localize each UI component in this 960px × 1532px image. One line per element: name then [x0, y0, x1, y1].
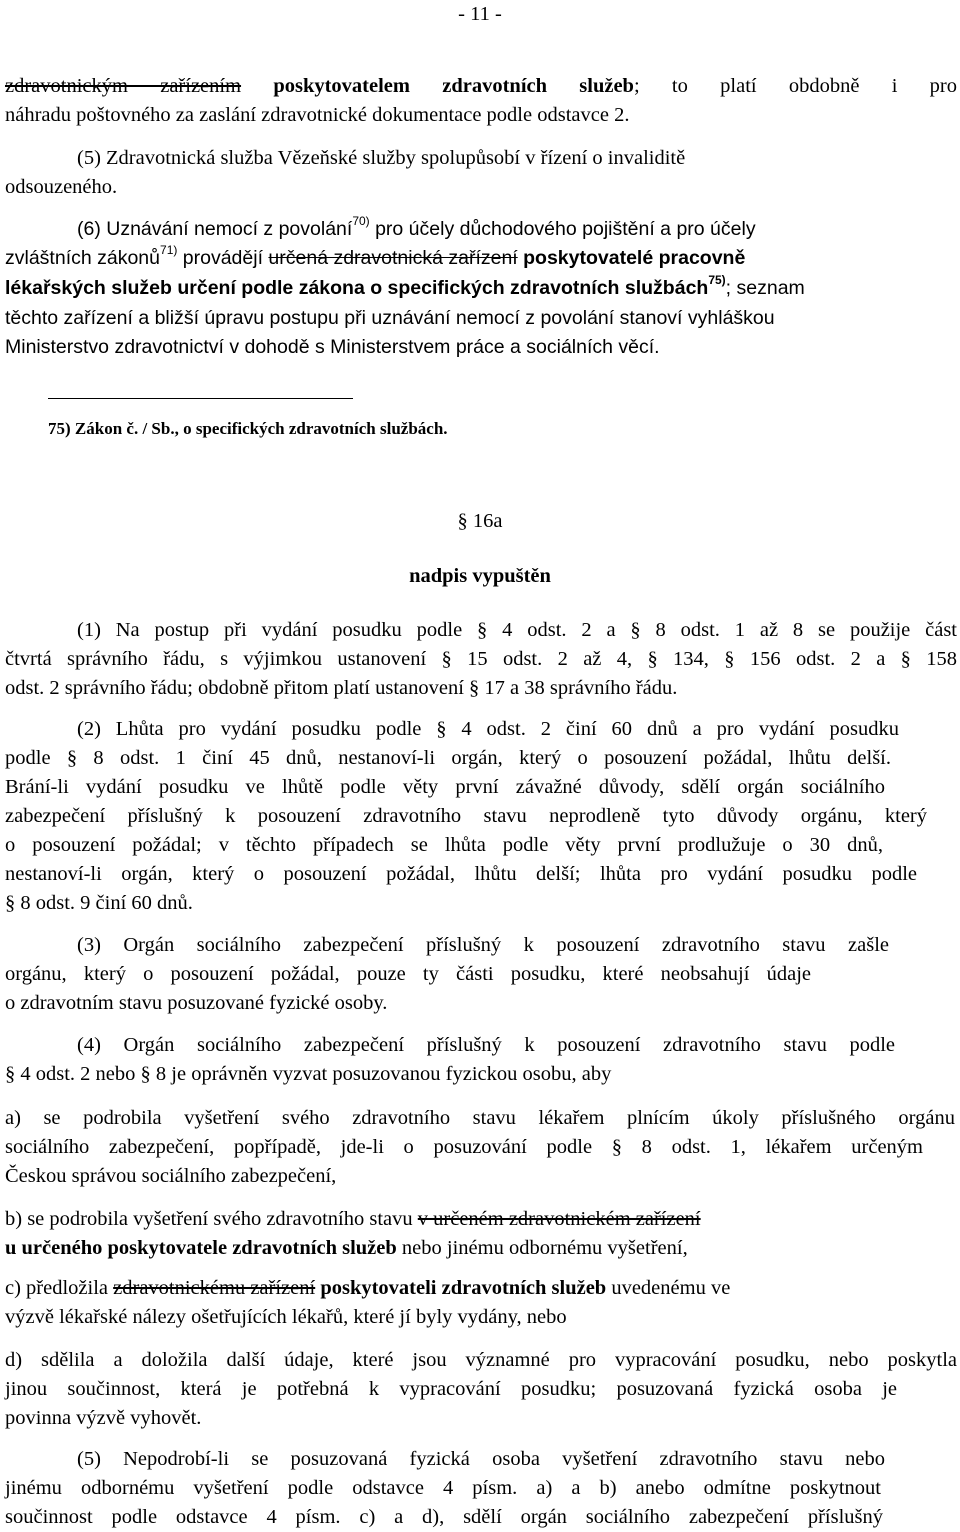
para-6-line-5: Ministerstvo zdravotnictví v dohodě s Ministerstvem práce a sociálních věcí. [5, 336, 660, 358]
para-5-line-1: (5) Zdravotnická služba Vězeňské služby spolupůsobí v řízení o invaliditě [77, 147, 686, 169]
item-a-line-2: sociálního zabezpečení, popřípadě, jde-li o posuzování podle § 8 odst. 1, lékařem určeným [5, 1136, 923, 1158]
page-number: - 11 - [458, 3, 502, 25]
para-6-line-4: těchto zařízení a bližší úpravu postupu při uznávání nemocí z povolání stanoví vyhláškou [5, 307, 775, 329]
s2-line-2: podle § 8 odst. 1 činí 45 dnů, nestanoví-li orgán, který o posouzení požádal, lhůtu delší. [5, 747, 891, 769]
para-1-line-1 [5, 72, 957, 101]
s3-line-1: (3) Orgán sociálního zabezpečení příslušný k posouzení zdravotního stavu zašle [77, 934, 889, 956]
s2-line-5: o posouzení požádal; v těchto případech se lhůta podle věty první prodlužuje o 30 dnů, [5, 834, 883, 856]
para-1-line-2: náhradu poštovného za zaslání zdravotnické dokumentace podle odstavce 2. [5, 104, 630, 126]
s2-line-3: Brání-li vydání posudku ve lhůtě podle věty první závažné důvody, sdělí orgán sociálního [5, 776, 885, 798]
para-6-line-1 [77, 215, 957, 244]
s4-line-1: (4) Orgán sociálního zabezpečení příslušný k posouzení zdravotního stavu podle [77, 1034, 895, 1056]
text-segment: (6) Uznávání nemocí z povolání [77, 218, 353, 240]
footnote-ref-71: 71) [160, 242, 178, 257]
inserted-text: poskytovatelem zdravotních služeb [273, 75, 634, 97]
item-a-line-1: a) se podrobila vyšetření svého zdravotního stavu lékařem plnícím úkoly příslušného orgánu [5, 1107, 955, 1129]
s1-line-3: odst. 2 správního řádu; obdobně přitom platí ustanovení § 17 a 38 správního řádu. [5, 677, 678, 699]
item-d-line-2: jinou součinnost, která je potřebná k vypracování posudku; posuzovaná fyzická osoba je [5, 1378, 897, 1400]
item-d-line-3: povinna výzvě vyhovět. [5, 1407, 202, 1429]
inserted-text: poskytovatelé pracovně [517, 247, 746, 269]
item-c-line-1 [5, 1274, 957, 1303]
s5-line-3: součinnost podle odstavce 4 písm. c) a d), sdělí orgán sociálního zabezpečení příslušný [5, 1506, 883, 1528]
s4-line-2: § 4 odst. 2 nebo § 8 je oprávněn vyzvat posuzovanou fyzickou osobu, aby [5, 1063, 612, 1085]
text-segment: zvláštních zákonů [5, 247, 161, 269]
section-title: nadpis vypuštěn [409, 565, 551, 587]
footnote-ref-70: 70) [352, 213, 370, 228]
section-number: § 16a [457, 510, 503, 532]
text-segment: ; to platí obdobně i pro [633, 75, 958, 97]
s5-line-2: jinému odbornému vyšetření podle odstavce 4 písm. a) a b) anebo odmítne poskytnout [5, 1477, 881, 1499]
deleted-text: zdravotnickým zařízením [5, 75, 242, 97]
inserted-text: poskytovateli zdravotních služeb [315, 1277, 607, 1299]
s2-line-7: § 8 odst. 9 činí 60 dnů. [5, 892, 193, 914]
inserted-text: u určeného poskytovatele zdravotních služeb [5, 1237, 397, 1259]
item-a-line-3: Českou správou sociálního zabezpečení, [5, 1165, 337, 1187]
text-segment: provádějí [177, 247, 269, 269]
footnote-ref-75: 75) [708, 272, 726, 287]
deleted-text: zdravotnickému zařízení [113, 1277, 316, 1299]
item-d-line-1: d) sdělila a doložila další údaje, které jsou významné pro vypracování posudku, nebo poskytla [5, 1349, 957, 1371]
text-segment: uvedenému ve [606, 1277, 731, 1299]
item-b-line-1 [5, 1205, 957, 1234]
para-5-line-2: odsouzeného. [5, 176, 118, 198]
text-segment: nebo jinému odbornému vyšetření, [396, 1237, 688, 1259]
text-segment: c) předložila [5, 1277, 114, 1299]
deleted-text: určená zdravotnická zařízení [268, 247, 518, 269]
para-6-line-3 [5, 274, 957, 303]
item-b-line-2 [5, 1234, 957, 1263]
inserted-text: lékařských služeb určení podle zákona o specifických zdravotních službách [5, 277, 709, 299]
s3-line-2: orgánu, který o posouzení požádal, pouze ty části posudku, které neobsahují údaje [5, 963, 811, 985]
s1-line-1: (1) Na postup při vydání posudku podle § 4 odst. 2 a § 8 odst. 1 až 8 se použije část [77, 619, 957, 641]
footnote-75: 75) Zákon č. / Sb., o specifických zdravotních službách. [48, 419, 448, 438]
s2-line-6: nestanoví-li orgán, který o posouzení požádal, lhůtu delší; lhůta pro vydání posudku podle [5, 863, 917, 885]
text-segment: ; seznam [725, 277, 805, 299]
para-6-line-2 [5, 244, 957, 273]
text-segment: pro účely důchodového pojištění a pro účely [369, 218, 756, 240]
s2-line-4: zabezpečení příslušný k posouzení zdravotního stavu neprodleně tyto důvody orgánu, který [5, 805, 927, 827]
item-c-line-2: výzvě lékařské nálezy ošetřujících lékařů, které jí byly vydány, nebo [5, 1306, 567, 1328]
s1-line-2: čtvrtá správního řádu, s výjimkou ustanovení § 15 odst. 2 až 4, § 134, § 156 odst. 2 a § 158 [5, 648, 957, 670]
footnote-separator [48, 398, 353, 399]
s3-line-3: o zdravotním stavu posuzované fyzické osoby. [5, 992, 388, 1014]
text-segment: b) se podrobila vyšetření svého zdravotního stavu [5, 1208, 418, 1230]
s2-line-1: (2) Lhůta pro vydání posudku podle § 4 odst. 2 činí 60 dnů a pro vydání posudku [77, 718, 899, 740]
deleted-text: v určeném zdravotnickém zařízení [417, 1208, 701, 1230]
s5-line-1: (5) Nepodrobí-li se posuzovaná fyzická osoba vyšetření zdravotního stavu nebo [77, 1448, 885, 1470]
